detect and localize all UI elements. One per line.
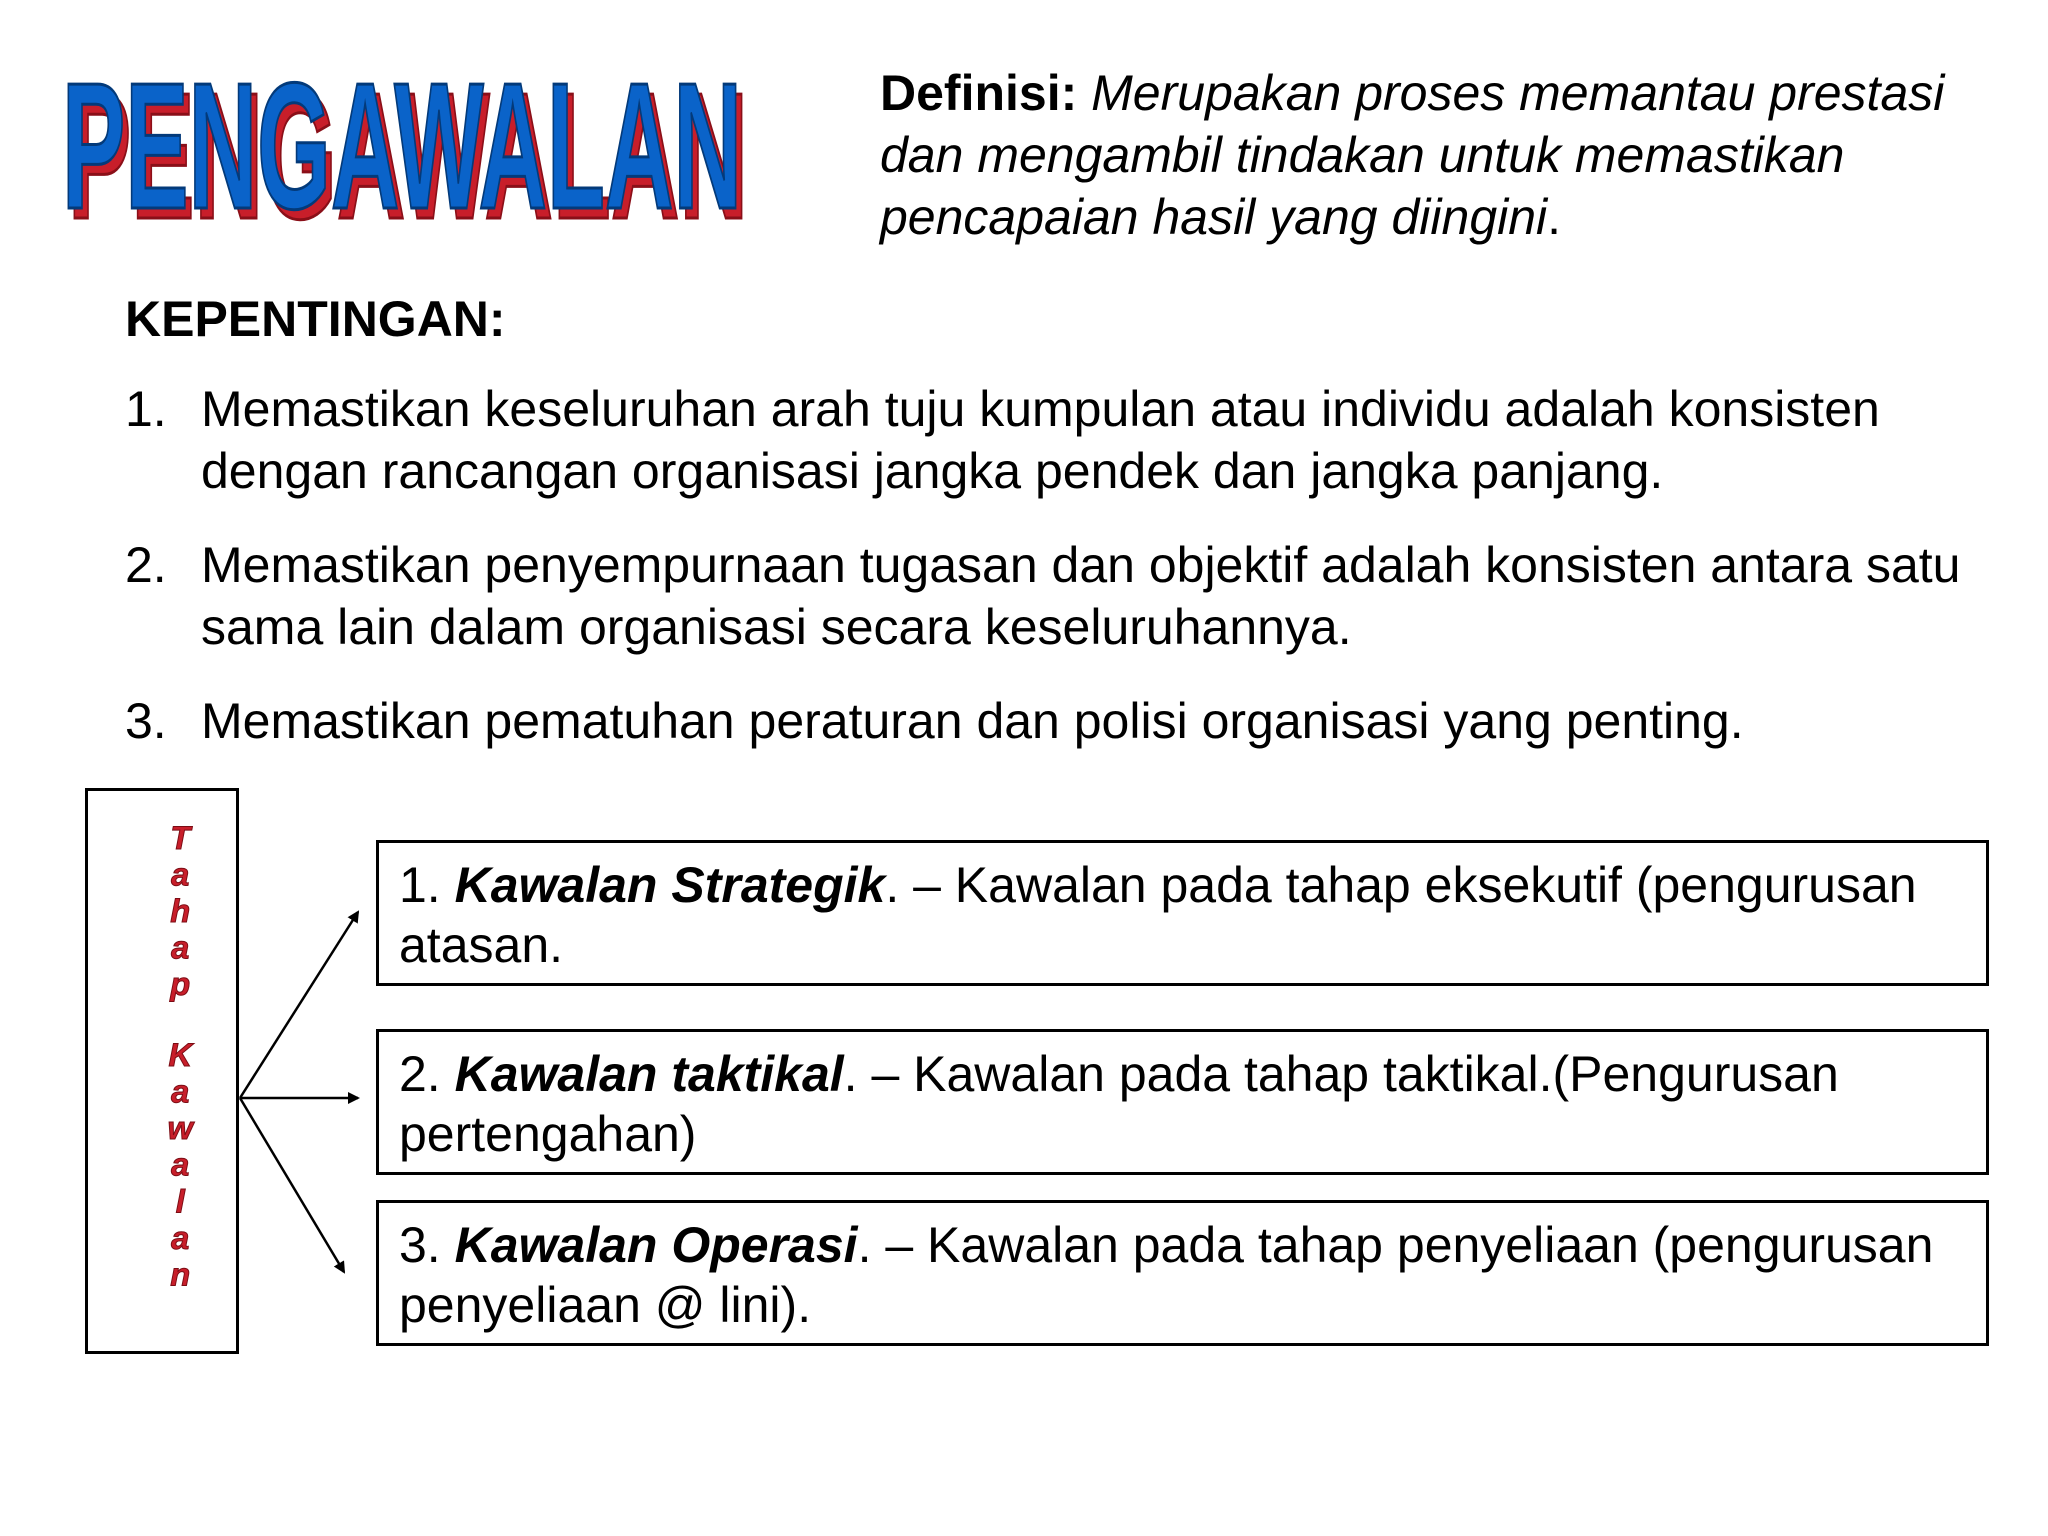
vertical-label-letter: T [170, 819, 191, 856]
level-description: . – Kawalan pada tahap taktikal.(Pengurusan pertengahan) [399, 1046, 1839, 1162]
vertical-label-letter: a [171, 1218, 190, 1256]
level-title: Kawalan Strategik [454, 857, 886, 913]
level-number: 1. [399, 857, 441, 913]
definition [880, 62, 2010, 248]
list-item-text: Memastikan pematuhan peraturan dan polisi organisasi yang penting. [201, 693, 1744, 749]
list-item-text: Memastikan keseluruhan arah tuju kumpulan atau individu adalah konsisten dengan rancangan organisasi jangka pendek dan jangka panjang. [201, 381, 1880, 499]
importance-list [125, 378, 2005, 784]
level-number: 3. [399, 1217, 441, 1273]
vertical-label-letter: K [168, 1036, 193, 1074]
vertical-label [88, 791, 236, 1351]
title-text: PENGAWALAN [62, 48, 742, 234]
list-item-number: 3. [125, 693, 167, 749]
vertical-label-letter: a [171, 928, 190, 966]
list-item [125, 690, 2005, 752]
control-level-box [376, 1200, 1989, 1346]
definition-label: Definisi: [880, 65, 1078, 121]
arrow-to-level-3 [240, 1098, 344, 1272]
vertical-label-letter: w [167, 1109, 193, 1147]
level-title: Kawalan Operasi [454, 1217, 858, 1273]
list-item [125, 378, 2005, 502]
title-shadow: PENGAWALAN [68, 56, 748, 234]
level-number: 2. [399, 1046, 441, 1102]
definition-body: Merupakan proses memantau prestasi dan mengambil tindakan untuk memastikan pencapaian hasil yang diingini [880, 65, 1945, 245]
control-level-box [376, 840, 1989, 986]
control-level-label-box [85, 788, 239, 1354]
importance-heading: KEPENTINGAN: [125, 291, 506, 347]
vertical-label-letter: a [171, 855, 190, 893]
list-item-number: 1. [125, 381, 167, 437]
vertical-label-letter: a [171, 1145, 190, 1183]
level-description: . – Kawalan pada tahap eksekutif (pengurusan atasan. [399, 857, 1917, 973]
level-title: Kawalan taktikal [454, 1046, 844, 1102]
level-description: . – Kawalan pada tahap penyeliaan (pengurusan penyeliaan @ lini). [399, 1217, 1934, 1333]
arrow-to-level-1 [240, 912, 358, 1098]
vertical-label-letter: h [170, 892, 191, 930]
title-wordart [60, 48, 760, 234]
vertical-label-letter: l [175, 1182, 185, 1220]
list-item [125, 534, 2005, 658]
vertical-label-letter: a [171, 1072, 190, 1110]
definition-end: . [1547, 189, 1562, 245]
list-item-text: Memastikan penyempurnaan tugasan dan objektif adalah konsisten antara satu sama lain dalam organisasi secara keseluruhannya. [201, 537, 1961, 655]
control-level-box [376, 1029, 1989, 1175]
vertical-label-letter: n [170, 1255, 191, 1293]
list-item-number: 2. [125, 537, 167, 593]
page-title [60, 48, 760, 234]
vertical-label-letter: p [170, 965, 191, 1003]
